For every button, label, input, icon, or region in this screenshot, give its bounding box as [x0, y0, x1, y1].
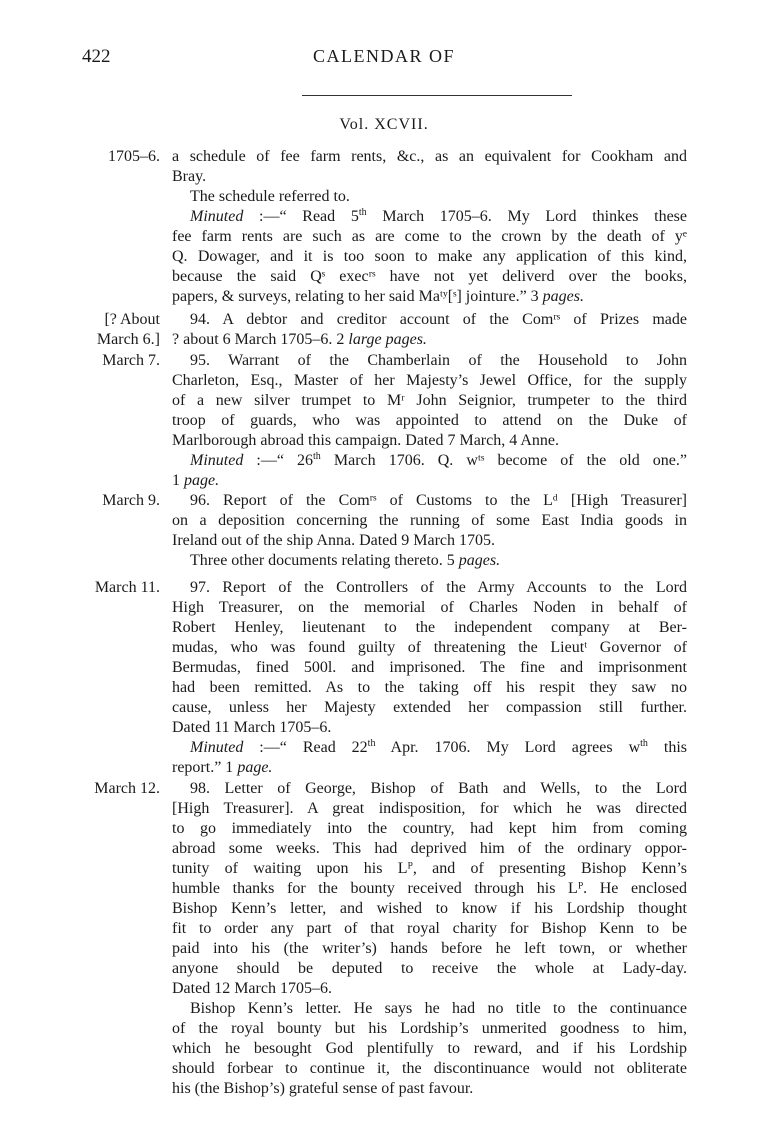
text-line: Bermudas, fined 500l. and imprisoned. The fine and imprisonment — [172, 659, 687, 676]
text-line: Marlborough abroad this campaign. Dated 7 March, 4 Anne. — [172, 432, 560, 449]
header-rule — [302, 95, 572, 96]
text-line: 98. Letter of George, Bishop of Bath and Wells, to the Lord — [190, 780, 687, 797]
text-line: Minuted :—“ 26th March 1706. Q. wᵗˢ become of the old one.” — [190, 451, 687, 469]
text-line: High Treasurer, on the memorial of Charles Noden in behalf of — [172, 599, 687, 616]
text-line: his (the Bishop’s) grateful sense of past favour. — [172, 1080, 474, 1097]
text-line: 97. Report of the Controllers of the Army Accounts to the Lord — [190, 579, 687, 596]
text-line: should forbear to continue it, the discontinuance would not obliterate — [172, 1060, 687, 1077]
running-title: CALENDAR OF — [312, 46, 455, 66]
text-line: to go immediately into the country, had kept him from coming — [172, 820, 687, 837]
text-line: Minuted :—“ Read 5th March 1705–6. My Lord thinkes these — [190, 207, 687, 225]
entry-text — [172, 147, 687, 307]
entry-text — [172, 578, 687, 778]
text-line: of a new silver trumpet to Mʳ John Seignior, trumpeter to the third — [172, 392, 687, 409]
text-line: Minuted :—“ Read 22th Apr. 1706. My Lord agrees $w^{th}$ this — [190, 738, 688, 756]
entry-text — [172, 779, 687, 1099]
entry-date: 1705–6. — [108, 148, 160, 165]
text-line: [High Treasurer]. A great indisposition, for which he was directed — [172, 800, 687, 817]
text-line: report.” 1 page. — [172, 759, 273, 776]
text-line: fee farm rents are such as are come to the crown by the death of yᵉ — [172, 228, 687, 245]
text-line: abroad some weeks. This had deprived him of the ordinary oppor- — [172, 840, 687, 857]
text-line: papers, & surveys, relating to her said Maᵗʸ[ˢ] jointure.” 3 pages. — [172, 288, 584, 305]
text-line: Charleton, Esq., Master of her Majesty’s Jewel Office, for the supply — [172, 372, 687, 389]
text-line: on a deposition concerning the running of some East India goods in — [172, 512, 687, 529]
volume-heading: Vol. XCVII. — [339, 116, 429, 133]
text-line: Bray. — [172, 168, 207, 185]
text-line: paid into his (the writer’s) hands before he left town, or whether — [172, 940, 687, 957]
text-line: 1 page. — [172, 472, 220, 489]
text-line: Q. Dowager, and it is too soon to make any application of this kind, — [172, 248, 687, 265]
entry-text — [172, 310, 687, 350]
text-line: ? about 6 March 1705–6. 2 large pages. — [172, 331, 427, 348]
text-line: tunity of waiting upon his Lᴾ, and of presenting Bishop Kenn’s — [172, 860, 687, 877]
text-line: which he besought God plentifully to reward, and if his Lordship — [172, 1040, 687, 1057]
text-line: Three other documents relating thereto. 5 pages. — [190, 552, 501, 569]
entry-date: March 12. — [94, 780, 160, 797]
text-line: Dated 11 March 1705–6. — [172, 719, 332, 736]
entry-date: March 9. — [102, 492, 160, 509]
text-line: Bishop Kenn’s letter. He says he had no title to the continuance — [190, 1000, 687, 1017]
text-line: had been remitted. As to the taking off his respit they saw no — [172, 679, 687, 696]
text-line: anyone should be deputed to receive the whole at Lady-day. — [172, 960, 687, 977]
text-line: fit to order any part of that royal charity for Bishop Kenn to be — [172, 920, 687, 937]
text-line: Dated 12 March 1705–6. — [172, 980, 332, 997]
text-line: Robert Henley, lieutenant to the independent company at Ber- — [172, 619, 687, 636]
text-line: Bishop Kenn’s letter, and wished to know if his Lordship thought — [172, 900, 687, 917]
page-number: 422 — [82, 46, 111, 67]
text-line: 96. Report of the Comʳˢ of Customs to the Lᵈ [High Treasurer] — [190, 492, 687, 509]
entry-date: [? About March 6.] — [96, 311, 160, 348]
text-line: a schedule of fee farm rents, &c., as an equivalent for Cookham and — [172, 148, 687, 165]
text-line: cause, unless her Majesty extended her compassion still further. — [172, 699, 687, 716]
entry-text — [172, 491, 687, 571]
text-line: 94. A debtor and creditor account of the Comʳˢ of Prizes made — [190, 311, 687, 328]
text-line: humble thanks for the bounty received through his Lᴾ. He enclosed — [172, 880, 687, 897]
entry-date: March 11. — [94, 579, 160, 596]
entry-text — [172, 351, 687, 491]
text-line: troop of guards, who was appointed to attend on the Duke of — [172, 412, 687, 429]
text-line: Ireland out of the ship Anna. Dated 9 March 1705. — [172, 532, 496, 549]
text-line: of the royal bounty but his Lordship’s unmerited goodness to him, — [172, 1020, 687, 1037]
text-line: 95. Warrant of the Chamberlain of the Household to John — [190, 352, 687, 369]
text-line: The schedule referred to. — [190, 188, 350, 205]
entry-date: March 7. — [102, 352, 160, 369]
text-line: because the said Qˢ execʳˢ have not yet deliverd over the books, — [172, 268, 687, 285]
text-line: mudas, who was found guilty of threatening the Lieutᵗ Governor of — [172, 639, 687, 656]
